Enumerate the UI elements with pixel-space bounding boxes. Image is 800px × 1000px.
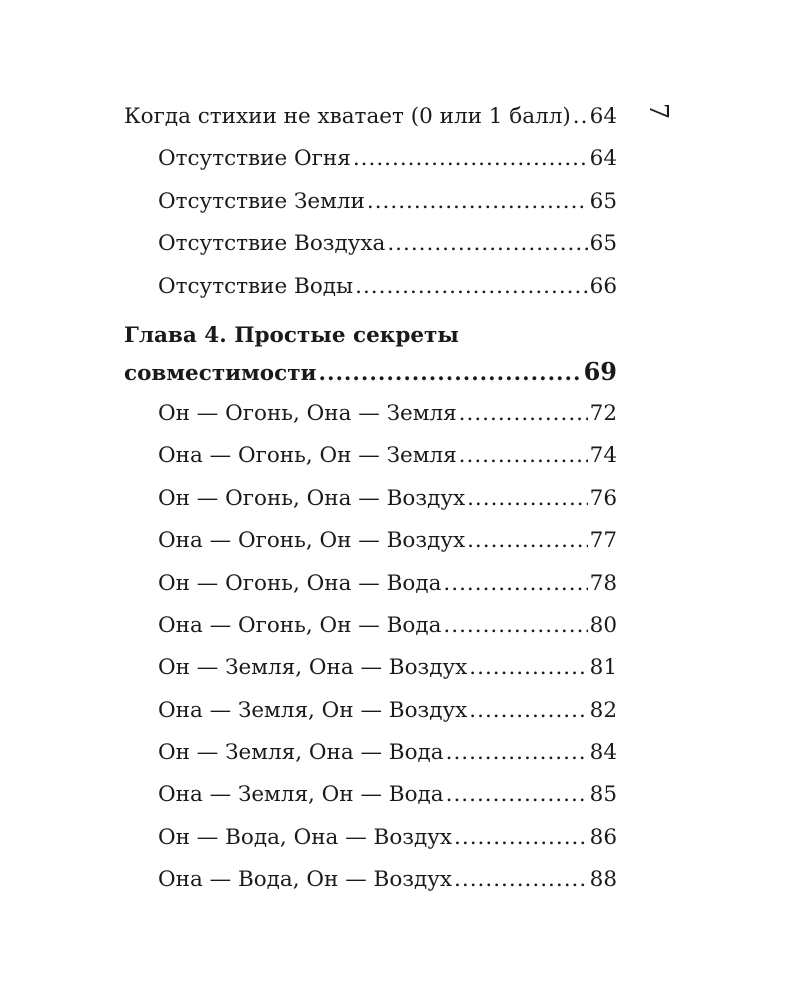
toc-item-page: 86 xyxy=(589,824,617,850)
toc-item-title: Отсутствие Земли xyxy=(158,188,365,214)
dot-leader xyxy=(467,478,588,520)
toc-item xyxy=(124,647,617,689)
toc-item xyxy=(124,859,617,901)
toc-item xyxy=(124,266,617,308)
toc-item-title: Он — Земля, Она — Вода xyxy=(158,740,444,766)
toc-item-title: Отсутствие Огня xyxy=(158,146,351,172)
toc-section-page: 64 xyxy=(589,104,617,129)
toc-item xyxy=(124,563,617,605)
toc-section-entry xyxy=(124,96,617,138)
dot-leader xyxy=(446,774,588,816)
toc-item-title: Он — Огонь, Она — Земля xyxy=(158,400,457,426)
toc-item-title: Отсутствие Воды xyxy=(158,273,354,299)
toc-item-page: 76 xyxy=(589,485,617,511)
toc-item xyxy=(124,181,617,223)
toc-item-title: Она — Огонь, Он — Воздух xyxy=(158,528,466,554)
chapter-title-line2: совместимости xyxy=(124,360,317,386)
toc-item-title: Она — Огонь, Он — Земля xyxy=(158,443,457,469)
toc-item-title: Она — Вода, Он — Воздух xyxy=(158,867,453,893)
toc-item-page: 80 xyxy=(589,612,617,638)
toc-item-page: 81 xyxy=(589,655,617,681)
toc-item-page: 74 xyxy=(589,443,617,469)
dot-leader xyxy=(459,435,588,477)
toc-item-title: Он — Огонь, Она — Воздух xyxy=(158,485,466,511)
toc-item xyxy=(124,732,617,774)
toc-item-page: 72 xyxy=(589,400,617,426)
dot-leader xyxy=(353,138,588,180)
toc-item xyxy=(124,605,617,647)
toc-item-page: 78 xyxy=(589,570,617,596)
toc-item-page: 88 xyxy=(589,867,617,893)
toc-item xyxy=(124,817,617,859)
toc-item xyxy=(124,138,617,180)
dot-leader xyxy=(355,266,588,308)
toc-item xyxy=(124,520,617,562)
toc-item xyxy=(124,478,617,520)
dot-leader xyxy=(387,223,587,265)
dot-leader xyxy=(318,353,581,395)
toc-item xyxy=(124,774,617,816)
toc-item xyxy=(124,223,617,265)
toc-item-page: 84 xyxy=(589,740,617,766)
dot-leader xyxy=(573,96,588,138)
toc-item-page: 77 xyxy=(589,528,617,554)
toc-item-title: Он — Вода, Она — Воздух xyxy=(158,824,453,850)
dot-leader xyxy=(443,605,587,647)
dot-leader xyxy=(446,732,588,774)
toc-item-page: 85 xyxy=(589,782,617,808)
dot-leader xyxy=(454,859,588,901)
toc-item-title: Она — Земля, Он — Воздух xyxy=(158,697,468,723)
toc-item xyxy=(124,690,617,732)
toc-item xyxy=(124,393,617,435)
toc-chapter-heading xyxy=(124,321,617,393)
toc-item-title: Она — Огонь, Он — Вода xyxy=(158,612,442,638)
toc-item-title: Отсутствие Воздуха xyxy=(158,231,386,257)
dot-leader xyxy=(467,520,588,562)
chapter-items xyxy=(124,393,617,902)
toc-item-title: Он — Земля, Она — Воздух xyxy=(158,655,468,681)
toc-item-page: 65 xyxy=(589,231,617,257)
toc-item-page: 64 xyxy=(589,146,617,172)
dot-leader xyxy=(459,393,588,435)
dot-leader xyxy=(367,181,588,223)
chapter-title-entry xyxy=(124,351,617,393)
page-number: 7 xyxy=(643,102,673,120)
table-of-contents xyxy=(124,96,617,902)
toc-item xyxy=(124,435,617,477)
dot-leader xyxy=(454,817,588,859)
chapter-page: 69 xyxy=(583,356,617,386)
dot-leader xyxy=(443,563,587,605)
dot-leader xyxy=(469,690,587,732)
toc-item-title: Он — Огонь, Она — Вода xyxy=(158,570,442,596)
toc-item-title: Она — Земля, Он — Вода xyxy=(158,782,444,808)
toc-section-title: Когда стихии не хватает (0 или 1 балл) xyxy=(124,104,571,129)
toc-item-page: 66 xyxy=(589,273,617,299)
dot-leader xyxy=(469,647,587,689)
toc-item-page: 65 xyxy=(589,188,617,214)
chapter-title-line1: Глава 4. Простые секреты xyxy=(124,322,459,348)
toc-item-page: 82 xyxy=(589,697,617,723)
